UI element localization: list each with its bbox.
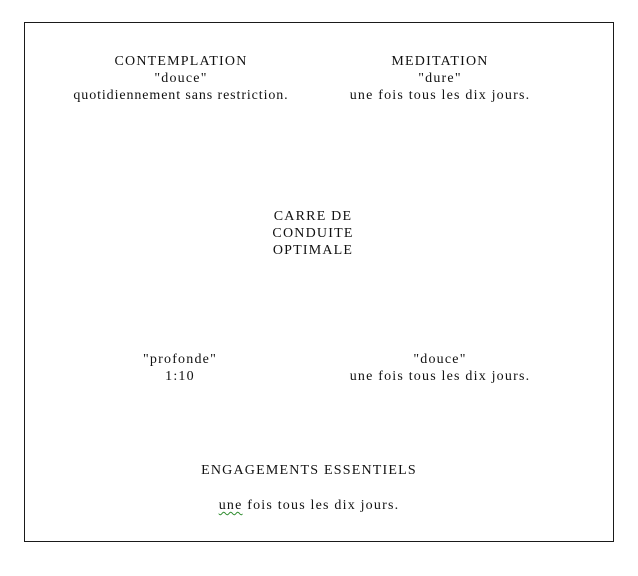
meditation-block	[318, 53, 562, 104]
engagements-block	[158, 462, 460, 514]
douce-quality: "douce"	[413, 352, 467, 367]
meditation-title: MEDITATION	[391, 54, 489, 69]
spellcheck-word: une	[218, 498, 243, 513]
contemplation-quality: "douce"	[154, 71, 208, 86]
douce-block	[318, 351, 562, 385]
profonde-quality: "profonde"	[143, 352, 217, 367]
engagements-title: ENGAGEMENTS ESSENTIELS	[201, 463, 417, 478]
douce-frequency: une fois tous les dix jours.	[349, 369, 531, 384]
profonde-ratio: 1:10	[165, 369, 195, 384]
contemplation-block	[42, 53, 320, 104]
engagements-frequency	[158, 497, 460, 514]
engagements-frequency-rest: fois tous les dix jours.	[242, 498, 400, 513]
contemplation-title: CONTEMPLATION	[114, 54, 248, 69]
center-title-line-3: OPTIMALE	[272, 243, 354, 258]
center-title-line-1: CARRE DE	[273, 209, 353, 224]
meditation-quality: "dure"	[418, 71, 462, 86]
profonde-block	[110, 351, 250, 385]
meditation-frequency: une fois tous les dix jours.	[349, 88, 531, 103]
contemplation-frequency: quotidiennement sans restriction.	[73, 88, 289, 103]
center-title-block	[233, 208, 393, 259]
center-title-line-2: CONDUITE	[272, 226, 354, 241]
